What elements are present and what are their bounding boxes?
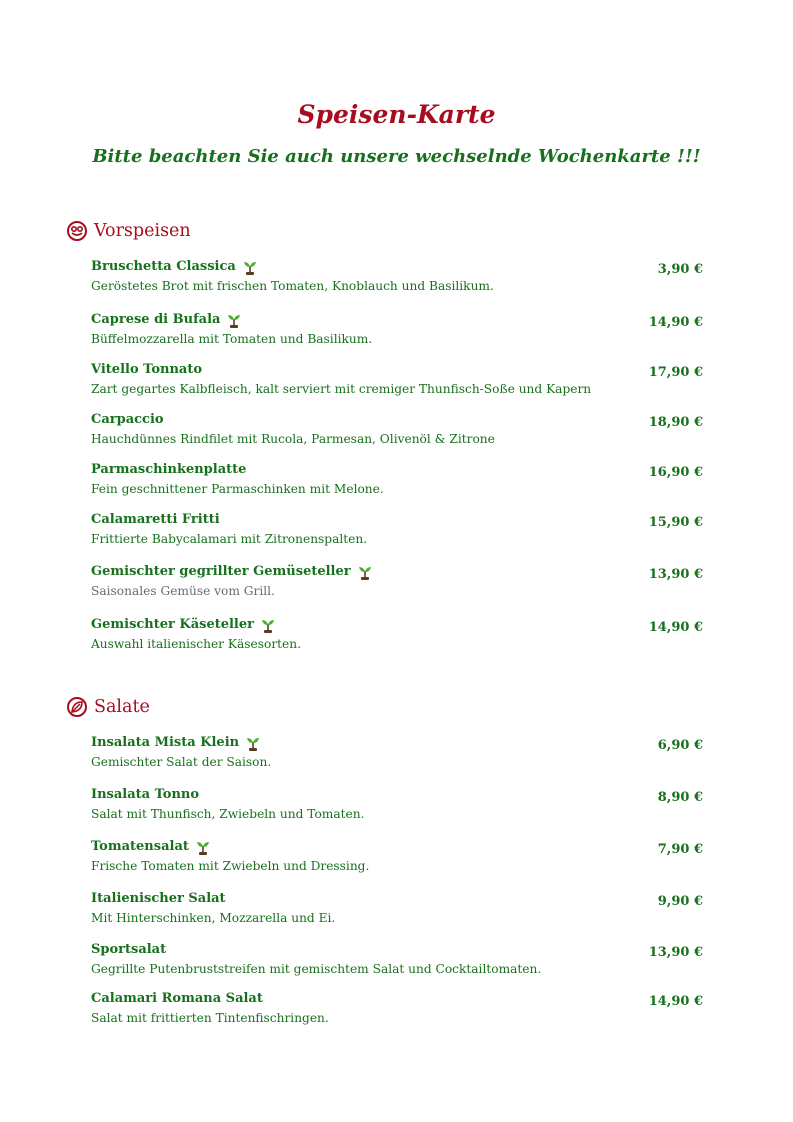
section-header	[66, 217, 793, 245]
menu-item-header	[91, 361, 703, 379]
menu-item-price: 9,90 €	[657, 894, 703, 909]
page-subtitle: Bitte beachten Sie auch unsere wechselnde Wochenkarte !!!	[92, 146, 701, 167]
menu-item-name: Tomatensalat	[91, 839, 189, 854]
menu-item-description: Zart gegartes Kalbfleisch, kalt serviert mit cremiger Thunfisch-Soße und Kapern	[91, 382, 592, 396]
menu-item-name: Sportsalat	[91, 942, 167, 957]
menu-item-description: Büffelmozzarella mit Tomaten und Basilikum.	[91, 332, 373, 346]
menu-item-name: Italienischer Salat	[91, 891, 226, 906]
menu-item-header	[91, 461, 703, 479]
menu-item-name: Bruschetta Classica	[91, 259, 236, 274]
page-title: Speisen-Karte	[297, 100, 496, 129]
section-header	[66, 693, 793, 721]
vegetarian-sprout-icon	[242, 259, 258, 275]
menu-item-description: Frische Tomaten mit Zwiebeln und Dressing.	[91, 859, 370, 873]
vegetarian-sprout-icon	[260, 617, 276, 633]
menu-item-description: Gegrillte Putenbruststreifen mit gemischtem Salat und Cocktailtomaten.	[91, 962, 542, 976]
menu-item-price: 18,90 €	[648, 415, 703, 430]
menu-item-name: Calamaretti Fritti	[91, 512, 220, 527]
menu-item-price: 14,90 €	[648, 315, 703, 330]
menu-item-description: Hauchdünnes Rindfilet mit Rucola, Parmesan, Olivenöl & Zitrone	[91, 432, 495, 446]
menu-item	[91, 838, 703, 876]
menu-item-header	[91, 411, 703, 429]
menu-item-price: 14,90 €	[648, 994, 703, 1009]
menu-item	[91, 990, 703, 1028]
menu-item-header	[91, 734, 703, 752]
menu-item-header	[91, 990, 703, 1008]
menu-item-name: Insalata Tonno	[91, 787, 200, 802]
section-vorspeisen	[0, 217, 793, 651]
menu-item	[91, 616, 703, 654]
menu-item-name: Parmaschinkenplatte	[91, 462, 247, 477]
menu-item-name: Vitello Tonnato	[91, 362, 203, 377]
menu-item-header	[91, 838, 703, 856]
menu-item-name: Calamari Romana Salat	[91, 991, 263, 1006]
menu-item-header	[91, 890, 703, 908]
menu-item-price: 7,90 €	[657, 842, 703, 857]
menu-item-description: Fein geschnittener Parmaschinken mit Melone.	[91, 482, 384, 496]
menu-item	[91, 734, 703, 772]
menu-item-header	[91, 258, 703, 276]
menu-item	[91, 311, 703, 349]
menu-item-price: 3,90 €	[657, 262, 703, 277]
menu-item-price: 13,90 €	[648, 945, 703, 960]
leaf-icon	[66, 696, 88, 718]
menu-item-description: Salat mit frittierten Tintenfischringen.	[91, 1011, 329, 1025]
menu-item	[91, 786, 703, 824]
menu-item-price: 15,90 €	[648, 515, 703, 530]
menu-item-price: 16,90 €	[648, 465, 703, 480]
menu-item-price: 13,90 €	[648, 567, 703, 582]
menu-item-header	[91, 616, 703, 634]
menu-item-description: Gemischter Salat der Saison.	[91, 755, 272, 769]
menu-item-description: Mit Hinterschinken, Mozzarella und Ei.	[91, 911, 336, 925]
menu-item-header	[91, 941, 703, 959]
section-title: Vorspeisen	[94, 221, 191, 241]
menu-item-price: 17,90 €	[648, 365, 703, 380]
menu-item-price: 6,90 €	[657, 738, 703, 753]
menu-item	[91, 941, 703, 979]
menu-item	[91, 511, 703, 549]
menu-item	[91, 461, 703, 499]
vegetarian-sprout-icon	[226, 312, 242, 328]
menu-item	[91, 411, 703, 449]
menu-item-name: Caprese di Bufala	[91, 312, 221, 327]
menu-item-name: Gemischter Käseteller	[91, 617, 254, 632]
menu-item-name: Gemischter gegrillter Gemüseteller	[91, 564, 351, 579]
menu-item-header	[91, 563, 703, 581]
vegetarian-sprout-icon	[195, 839, 211, 855]
antipasto-plate-icon	[66, 220, 88, 242]
menu-item-header	[91, 511, 703, 529]
menu-item-price: 8,90 €	[657, 790, 703, 805]
vegetarian-sprout-icon	[357, 564, 373, 580]
menu-item	[91, 258, 703, 296]
section-salate	[0, 693, 793, 1025]
menu-item-header	[91, 786, 703, 804]
menu-item-price: 14,90 €	[648, 620, 703, 635]
menu-item	[91, 361, 703, 399]
menu-item-description: Frittierte Babycalamari mit Zitronenspalten.	[91, 532, 368, 546]
menu-item	[91, 890, 703, 928]
menu-item-description: Geröstetes Brot mit frischen Tomaten, Knoblauch und Basilikum.	[91, 279, 494, 293]
menu-item-header	[91, 311, 703, 329]
section-title: Salate	[94, 697, 150, 717]
menu-item-name: Carpaccio	[91, 412, 164, 427]
vegetarian-sprout-icon	[245, 735, 261, 751]
menu-item-description: Salat mit Thunfisch, Zwiebeln und Tomaten.	[91, 807, 365, 821]
menu-item	[91, 563, 703, 601]
menu-item-description: Auswahl italienischer Käsesorten.	[91, 637, 301, 651]
menu-item-name: Insalata Mista Klein	[91, 735, 240, 750]
menu-item-description: Saisonales Gemüse vom Grill.	[91, 584, 275, 598]
